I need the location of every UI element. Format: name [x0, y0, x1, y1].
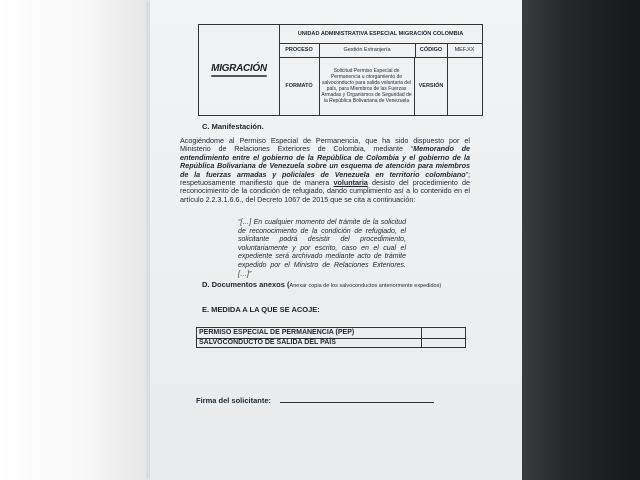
formato-value: Solicitud Permiso Especial de Permanencia u otorgamiento de salvoconducto para salida voluntaria del país, para Miembros de las Fuerzas Armadas y Organismos de Seguridad de la República Bolivariana de Venezuela	[319, 57, 415, 115]
measure-row-salvoconducto	[197, 338, 465, 348]
codigo-label: CÓDIGO	[415, 43, 448, 57]
proceso-value: Gestión Extranjería	[319, 43, 416, 57]
manifestation-text-1: Acogiéndome al Permiso Especial de Permanencia, que ha sido dispuesto por el Ministerio de Relaciones Exteriores de Colombia, mediante “	[180, 136, 470, 154]
header-title: UNIDAD ADMINISTRATIVA ESPECIAL MIGRACIÓN COLOMBIA	[279, 25, 482, 44]
manifestation-text-2: ”; respetuosamente manifiesto que de manera	[180, 169, 470, 188]
decree-quote: “[…] En cualquier momento del trámite de la solicitud de reconocimiento de la condición de refugiado, el solicitante podrá desistir del procedimiento, voluntariamente y por escrito, caso en el cual el expediente será archivado mediante acto de trámite expedido por el Ministro de Relaciones Exteriores. […]”	[238, 219, 406, 278]
measure-label-pep: PERMISO ESPECIAL DE PERMANENCIA (PEP)	[199, 328, 422, 338]
measure-row-pep	[197, 328, 465, 339]
signature-line[interactable]	[280, 402, 434, 403]
header-row-formato	[279, 57, 482, 115]
section-d-title: D. Documentos anexos (	[202, 280, 290, 289]
background-left	[0, 0, 148, 480]
logo-text: MIGRACIÓN	[211, 63, 267, 74]
section-d-note: Anexar copia de los salvoconductos anteriormente expedidos)	[289, 283, 442, 289]
signature-label: Firma del solicitante:	[196, 396, 272, 405]
section-e-title: E. MEDIDA A LA QUE SE ACOJE:	[202, 305, 320, 314]
header-table	[198, 24, 483, 116]
logo-cell	[199, 25, 280, 115]
formato-label: FORMATO	[279, 57, 320, 115]
manifestation-paragraph	[180, 137, 470, 204]
background-right	[520, 0, 640, 480]
section-c-title: C. Manifestación.	[202, 122, 264, 131]
document-page	[150, 0, 522, 480]
measure-label-salvoconducto: SALVOCONDUCTO DE SALIDA DEL PAÍS	[199, 338, 422, 348]
version-value	[447, 57, 482, 115]
measure-checkbox-salvoconducto[interactable]	[423, 338, 465, 348]
proceso-label: PROCESO	[279, 43, 320, 57]
memorandum-title: Memorando de entendimiento entre el gobierno de la República de Colombia y el gobierno de la República Bolivariana de Venezuela sobre un esquema de atención para miembros de la fuerzas armadas y policiales de Venezuela en territorio colombiano	[180, 144, 470, 179]
section-d	[202, 281, 452, 290]
codigo-value: MEF.XX	[454, 47, 475, 53]
version-label: VERSIÓN	[415, 57, 448, 115]
measures-table	[196, 327, 466, 348]
migracion-logo	[211, 63, 267, 77]
measure-checkbox-pep[interactable]	[423, 328, 465, 338]
voluntaria-word: voluntaria	[333, 178, 368, 188]
header-row-proceso	[279, 43, 482, 58]
manifestation-text-3: desisto del procedimiento de reconocimiento de la condición de refugiado, dando cumplimiento así a lo contenido en el artículo 2.2.3.1.6.6., del Decreto 1067 de 2015 que se cita a continuación:	[180, 178, 471, 204]
logo-swoosh-icon	[211, 75, 267, 77]
